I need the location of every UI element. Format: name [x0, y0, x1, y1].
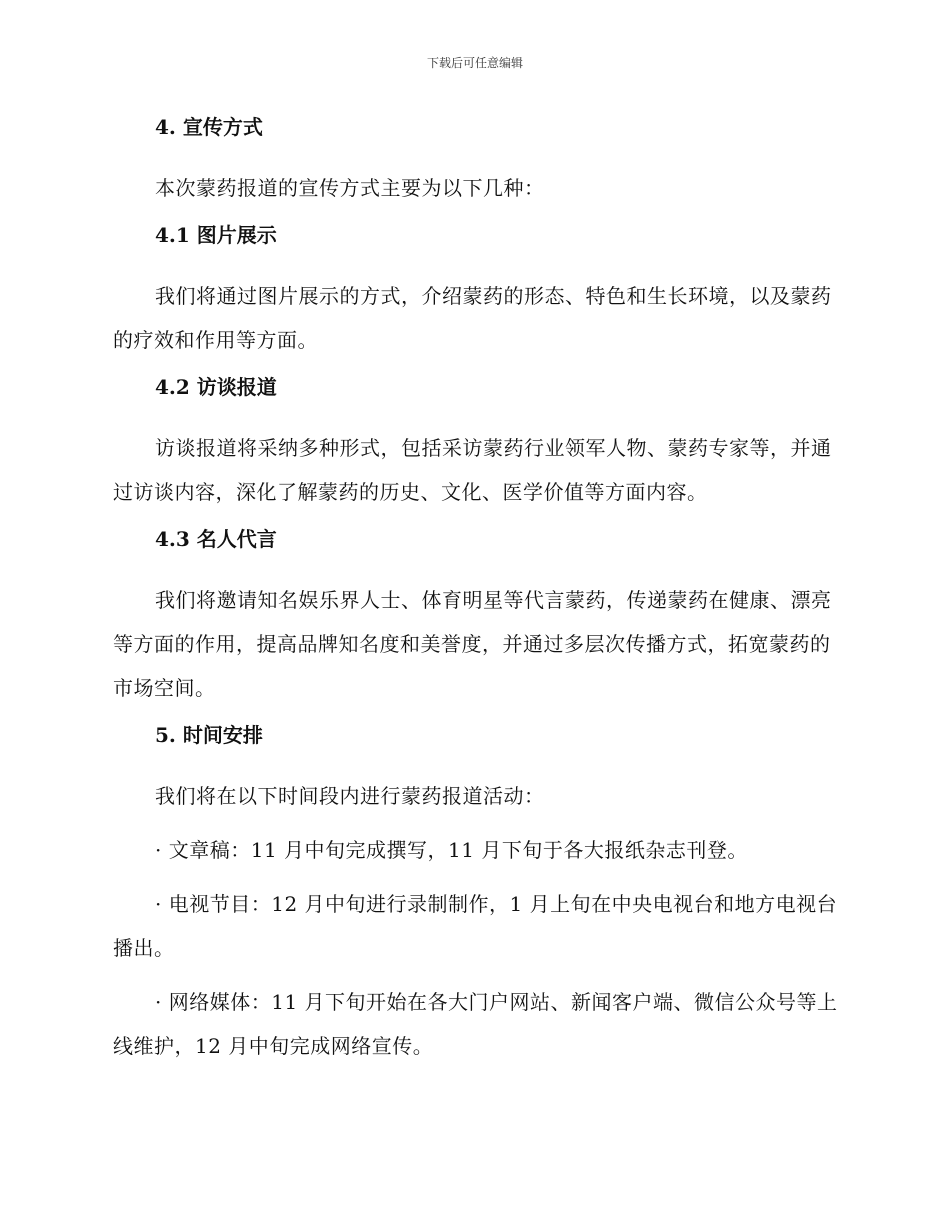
section-4-2-body: 访谈报道将采纳多种形式，包括采访蒙药行业领军人物、蒙药专家等，并通过访谈内容，深化了解蒙药的历史、文化、医学价值等方面内容。	[113, 436, 832, 504]
section-4-1-body: 我们将通过图片展示的方式，介绍蒙药的形态、特色和生长环境，以及蒙药的疗效和作用等方面。	[113, 284, 832, 352]
section-4-intro: 本次蒙药报道的宣传方式主要为以下几种：	[155, 176, 545, 200]
schedule-item-article: · 文章稿：11 月中旬完成撰写，11 月下旬于各大报纸杂志刊登。	[155, 838, 748, 862]
section-4-heading: 4. 宣传方式	[155, 115, 263, 139]
section-4-3-body: 我们将邀请知名娱乐界人士、体育明星等代言蒙药，传递蒙药在健康、漂亮等方面的作用，提高品牌知名度和美誉度，并通过多层次传播方式，拓宽蒙药的市场空间。	[113, 588, 832, 700]
schedule-item-tv: · 电视节目：12 月中旬进行录制制作，1 月上旬在中央电视台和地方电视台播出。	[113, 892, 838, 960]
section-4-2-heading: 4.2 访谈报道	[155, 375, 277, 399]
section-5-heading: 5. 时间安排	[155, 723, 263, 747]
page-header: 下载后可任意编辑	[426, 56, 523, 70]
document-body	[113, 112, 840, 1078]
section-5-intro: 我们将在以下时间段内进行蒙药报道活动：	[155, 784, 545, 808]
section-4-1-heading: 4.1 图片展示	[155, 223, 277, 247]
section-4-3-heading: 4.3 名人代言	[155, 527, 277, 551]
schedule-item-online: · 网络媒体：11 月下旬开始在各大门户网站、新闻客户端、微信公众号等上线维护，12 月中旬完成网络宣传。	[113, 990, 838, 1058]
